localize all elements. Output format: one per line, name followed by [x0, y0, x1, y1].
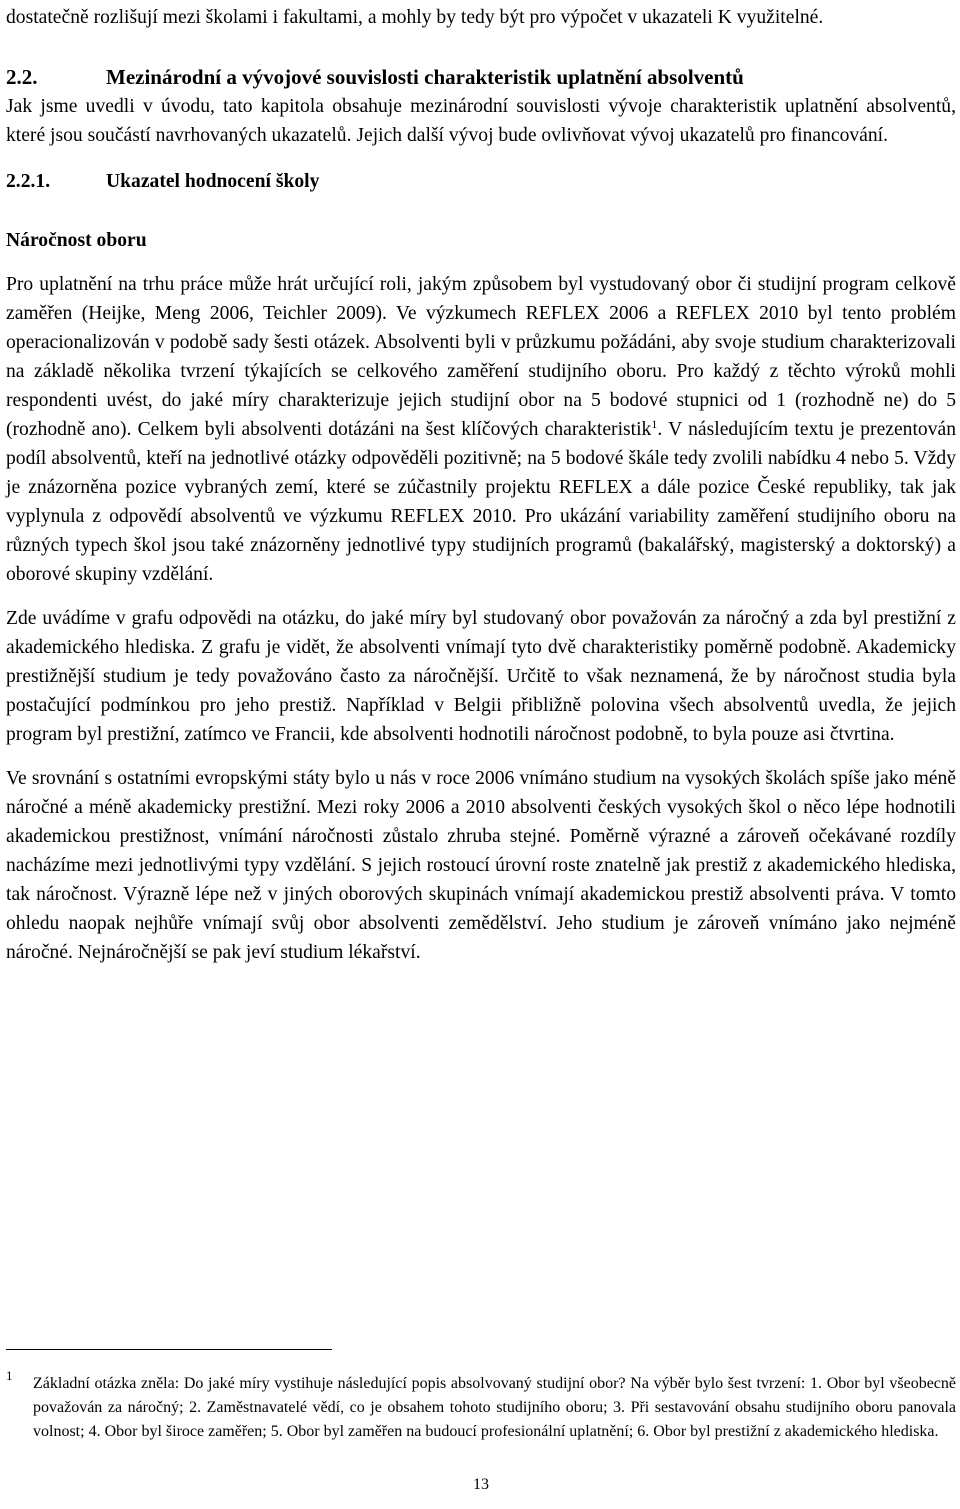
paragraph-1-part-b: . V následujícím textu je prezentován podíl absolventů, kteří na jednotlivé otázky odpověděli pozitivně; na 5 bodové škále tedy zvolili nabídku 4 nebo 5. Vždy je znázorněna pozice vybraných zemí, které se zúčastnily projektu REFLEX a dále pozice České republiky, tak jak vyplynula z odpovědí absolventů ve výzkumu REFLEX 2010. Pro ukázání variability zaměření studijního oboru na různých typech škol jsou také znázorněny jednotlivé typy studijních programů (bakalářský, magisterský a doktorský) a oborové skupiny vzdělání.	[6, 419, 956, 585]
footnote-mark: 1	[6, 1368, 13, 1383]
section-intro-paragraph: Jak jsme uvedli v úvodu, tato kapitola obsahuje mezinárodní souvislosti vývoje charakteristik uplatnění absolventů, které jsou součástí navrhovaných ukazatelů. Jejich další vývoj bude ovlivňovat vývoj ukazatelů pro financování.	[6, 96, 956, 146]
footnote	[6, 1362, 956, 1444]
section-heading	[6, 63, 956, 92]
document-page	[6, 0, 956, 1509]
paragraph-1-part-a: Pro uplatnění na trhu práce může hrát určující roli, jakým způsobem byl vystudovaný obor či studijní program celkově zaměřen (Heijke, Meng 2006, Teichler 2009). Ve výzkumech REFLEX 2006 a REFLEX 2010 byl tento problém operacionalizován v podobě sady šesti otázek. Absolventi byli v průzkumu požádáni, aby svoje studium charakterizovali na základě několika tvrzení týkajících se celkového zaměření studijního oboru. Pro každý z těchto výroků mohli respondenti uvést, do jaké míry charakterizuje jejich studijní obor na 5 bodové stupnici od 1 (rozhodně ne) do 5 (rozhodně ano). Celkem byli absolventi dotázáni na šest klíčových charakteristik	[6, 274, 956, 440]
paragraph-2: Zde uvádíme v grafu odpovědi na otázku, do jaké míry byl studovaný obor považován za náročný a zda byl prestižní z akademického hlediska. Z grafu je vidět, že absolventi vnímají tyto dvě charakteristiky poměrně podobně. Akademicky prestižnější studium je tedy považováno často za náročnější. Určitě to však neznamená, že by náročnost studia byla postačující podmínkou pro jeho prestiž. Například v Belgii přibližně polovina všech absolventů uvedla, že jejich program byl prestižní, zatímco ve Francii, kde absolventi hodnotili náročnost podobně, to byla pouze asi čtvrtina.	[6, 608, 956, 745]
footnote-reference[interactable]: 1	[651, 417, 658, 431]
topic-heading: Náročnost oboru	[6, 230, 147, 251]
subsection-number: 2.2.1.	[6, 171, 51, 192]
section-number: 2.2.	[6, 65, 38, 89]
paragraph-3: Ve srovnání s ostatními evropskými státy bylo u nás v roce 2006 vnímáno studium na vysokých školách spíše jako méně náročné a méně akademicky prestižní. Mezi roky 2006 a 2010 absolventi českých vysokých škol o něco lépe hodnotili akademickou prestižnost, vnímání náročnosti zůstalo zhruba stejné. Poměrně výrazné a zároveň očekávané rozdíly nacházíme mezi jednotlivými typy vzdělání. S jejich rostoucí úrovní roste znatelně jak prestiž z akademického hlediska, tak náročnost. Výrazně lépe než v jiných oborových skupinách vnímají akademickou prestiž absolventi práva. V tomto ohledu naopak nejhůře vnímají svůj obor absolventi zemědělství. Jeho studium je zároveň vnímáno jako nejméně náročné. Nejnáročnější se pak jeví studium lékařství.	[6, 768, 956, 963]
subsection-heading	[6, 167, 956, 196]
paragraph-1	[6, 270, 956, 589]
intro-continuation: dostatečně rozlišují mezi školami i fakultami, a mohly by tedy být pro výpočet v ukazateli K využitelné.	[6, 7, 824, 28]
footnote-separator	[6, 1349, 332, 1350]
subsection-title: Ukazatel hodnocení školy	[106, 171, 320, 192]
section-title: Mezinárodní a vývojové souvislosti charakteristik uplatnění absolventů	[106, 65, 744, 89]
page-number: 13	[473, 1476, 489, 1493]
footnote-text: Základní otázka zněla: Do jaké míry vystihuje následující popis absolvovaný studijní obor? Na výběr bylo šest tvrzení: 1. Obor byl všeobecně považován za náročný; 2. Zaměstnavatelé vědí, co je obsahem tohoto studijního oboru; 3. Při sestavování obsahu studijního oboru panovala volnost; 4. Obor byl široce zaměřen; 5. Obor byl zaměřen na budoucí profesionální uplatnění; 6. Obor byl prestižní z akademického hlediska.	[33, 1375, 956, 1440]
